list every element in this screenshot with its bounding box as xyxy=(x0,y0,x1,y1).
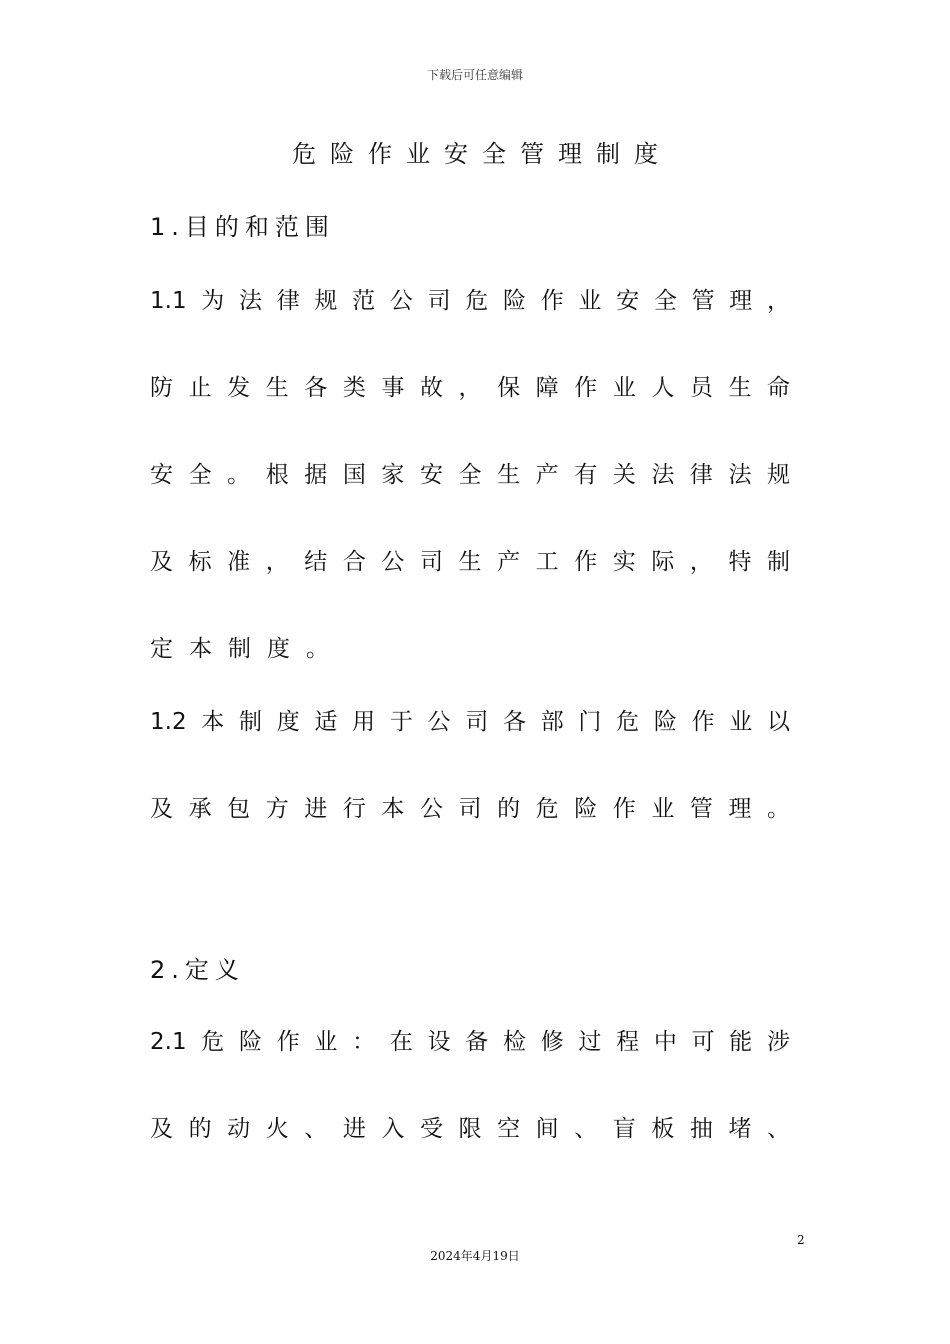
section-heading: 2.定义 xyxy=(150,956,245,984)
paragraph-line: 2.1危险作业：在设备检修过程中可能涉 xyxy=(150,1029,790,1055)
paragraph-line: 防止发生各类事故，保障作业人员生命 xyxy=(150,375,790,401)
paragraph-line: 安全。根据国家安全生产有关法律法规 xyxy=(150,462,790,488)
paragraph-line: 及承包方进行本公司的危险作业管理。 xyxy=(150,796,790,822)
page-header: 下载后可任意编辑 xyxy=(426,68,523,82)
page-footer-date: 2024年4月19日 xyxy=(430,1249,520,1263)
paragraph-line: 1.1为法律规范公司危险作业安全管理， xyxy=(150,288,790,314)
document-title: 危险作业安全管理制度 xyxy=(292,140,672,168)
page-number: 2 xyxy=(797,1233,805,1247)
paragraph-line: 1.2本制度适用于公司各部门危险作业以 xyxy=(150,709,790,735)
paragraph-line: 及标准，结合公司生产工作实际，特制 xyxy=(150,549,790,575)
paragraph-line: 定本制度。 xyxy=(150,636,345,662)
section-heading: 1.目的和范围 xyxy=(150,213,335,241)
paragraph-line: 及的动火、进入受限空间、盲板抽堵、 xyxy=(150,1116,790,1142)
